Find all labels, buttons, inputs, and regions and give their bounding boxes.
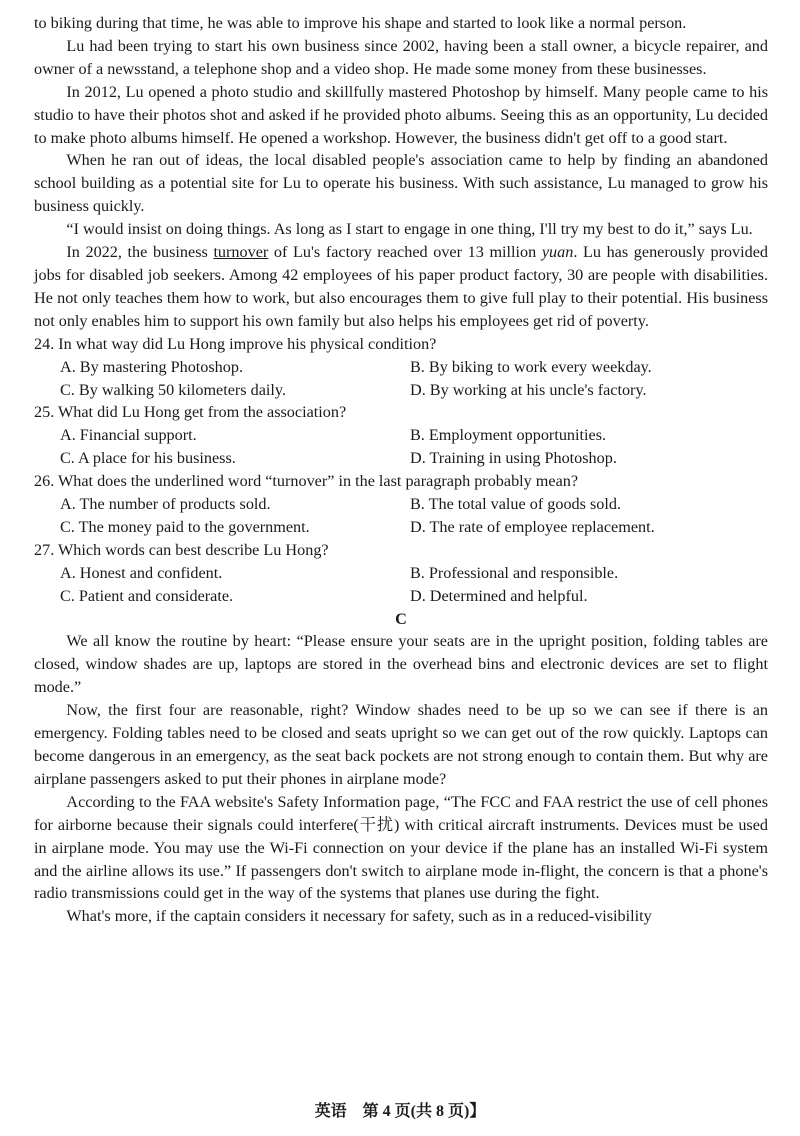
passage-c-paragraph: Now, the first four are reasonable, right? Window shades need to be up so we can see if there is an emergency. Folding tables need to be closed and seats upright so we can get out of the row quickly. Laptops can become dangerous in an emergency, as the seat back pockets are not strong enough to contain them. But why are airplane passengers asked to put their phones in airplane mode? <box>34 701 768 788</box>
option-b: B. The total value of goods sold. <box>410 495 622 514</box>
option-a: A. By mastering Photoshop. <box>60 357 244 376</box>
italic-word: yuan <box>541 243 574 262</box>
passage-b-paragraph: When he ran out of ideas, the local disabled people's association came to help by finding an abandoned school building as a potential site for Lu to operate his business. With such assistance, Lu managed to grow his business quickly. <box>34 151 768 216</box>
option-c: C. Patient and considerate. <box>60 586 234 605</box>
option-c: C. The money paid to the government. <box>60 517 310 536</box>
passage-c-paragraph: What's more, if the captain considers it necessary for safety, such as in a reduced-visibility <box>66 907 652 926</box>
question-stem: 24. In what way did Lu Hong improve his physical condition? <box>34 334 437 353</box>
option-a: A. Financial support. <box>60 426 197 445</box>
question-stem: 25. What did Lu Hong get from the association? <box>34 403 347 422</box>
page-footer: 英语 第 4 页(共 8 页)】 <box>314 1103 486 1120</box>
option-d: D. Training in using Photoshop. <box>410 449 617 468</box>
question-options <box>34 356 768 402</box>
exam-body <box>34 12 768 928</box>
question-stem: 26. What does the underlined word “turnover” in the last paragraph probably mean? <box>34 472 579 491</box>
text-run: In 2022, the business <box>66 243 214 262</box>
question-25 <box>34 401 768 470</box>
option-a: A. The number of products sold. <box>60 495 271 514</box>
question-options <box>34 424 768 470</box>
question-options <box>34 493 768 539</box>
option-c: C. By walking 50 kilometers daily. <box>60 380 286 399</box>
passage-b-paragraph: to biking during that time, he was able to improve his shape and started to look like a normal person. <box>34 14 687 32</box>
question-options <box>34 562 768 608</box>
passage-b-paragraph: In 2012, Lu opened a photo studio and skillfully mastered Photoshop by himself. Many people came to his studio to have their photos shot and asked if he provided photo albums. Seeing this as an opportunity, Lu decided to make photo albums himself. He opened a workshop. However, the business didn't get off to a good start. <box>34 82 768 147</box>
passage-c-paragraph: According to the FAA website's Safety Information page, “The FCC and FAA restrict the use of cell phones for airborne because their signals could interfere(干扰) with critical aircraft instruments. Devices must be used in airplane mode. You may use the Wi-Fi connection on your device if the plane has an installed Wi-Fi system and the airline allows its use.” If passengers don't switch to airplane mode in-flight, the concern is that a phone's radio transmissions could get in the way of the systems that planes use during the fight. <box>34 792 768 903</box>
option-b: B. Employment opportunities. <box>410 426 607 445</box>
question-24 <box>34 333 768 402</box>
text-run: of Lu's factory reached over 13 million <box>268 243 542 262</box>
text-run: . Lu has generously provided jobs for disabled job seekers. Among 42 employees of his paper product factory, 30 are people with disabilities. He not only teaches them how to work, but also encourages them to give full play to their potential. His business not only enables him to support his own family but also helps his employees get rid of poverty. <box>34 243 768 330</box>
option-d: D. By working at his uncle's factory. <box>410 380 647 399</box>
option-b: B. By biking to work every weekday. <box>410 357 652 376</box>
question-stem: 27. Which words can best describe Lu Hong? <box>34 540 329 559</box>
option-a: A. Honest and confident. <box>60 563 223 582</box>
passage-b-paragraph: “I would insist on doing things. As long as I start to engage in one thing, I'll try my best to do it,” says Lu. <box>66 220 753 239</box>
question-27 <box>34 539 768 608</box>
passage-b-paragraph: Lu had been trying to start his own business since 2002, having been a stall owner, a bicycle repairer, and owner of a newsstand, a telephone shop and a video shop. He made some money from these businesses. <box>34 36 768 78</box>
passage-b-paragraph <box>34 241 768 333</box>
section-c-heading: C <box>395 609 407 628</box>
option-b: B. Professional and responsible. <box>410 563 619 582</box>
option-d: D. The rate of employee replacement. <box>410 517 655 536</box>
passage-c-paragraph: We all know the routine by heart: “Please ensure your seats are in the upright position, folding tables are closed, window shades are up, laptops are stored in the overhead bins and electronic devices are set to flight mode.” <box>34 632 768 697</box>
underlined-word: turnover <box>213 243 269 262</box>
option-d: D. Determined and helpful. <box>410 586 588 605</box>
option-c: C. A place for his business. <box>60 449 236 468</box>
question-26 <box>34 470 768 539</box>
